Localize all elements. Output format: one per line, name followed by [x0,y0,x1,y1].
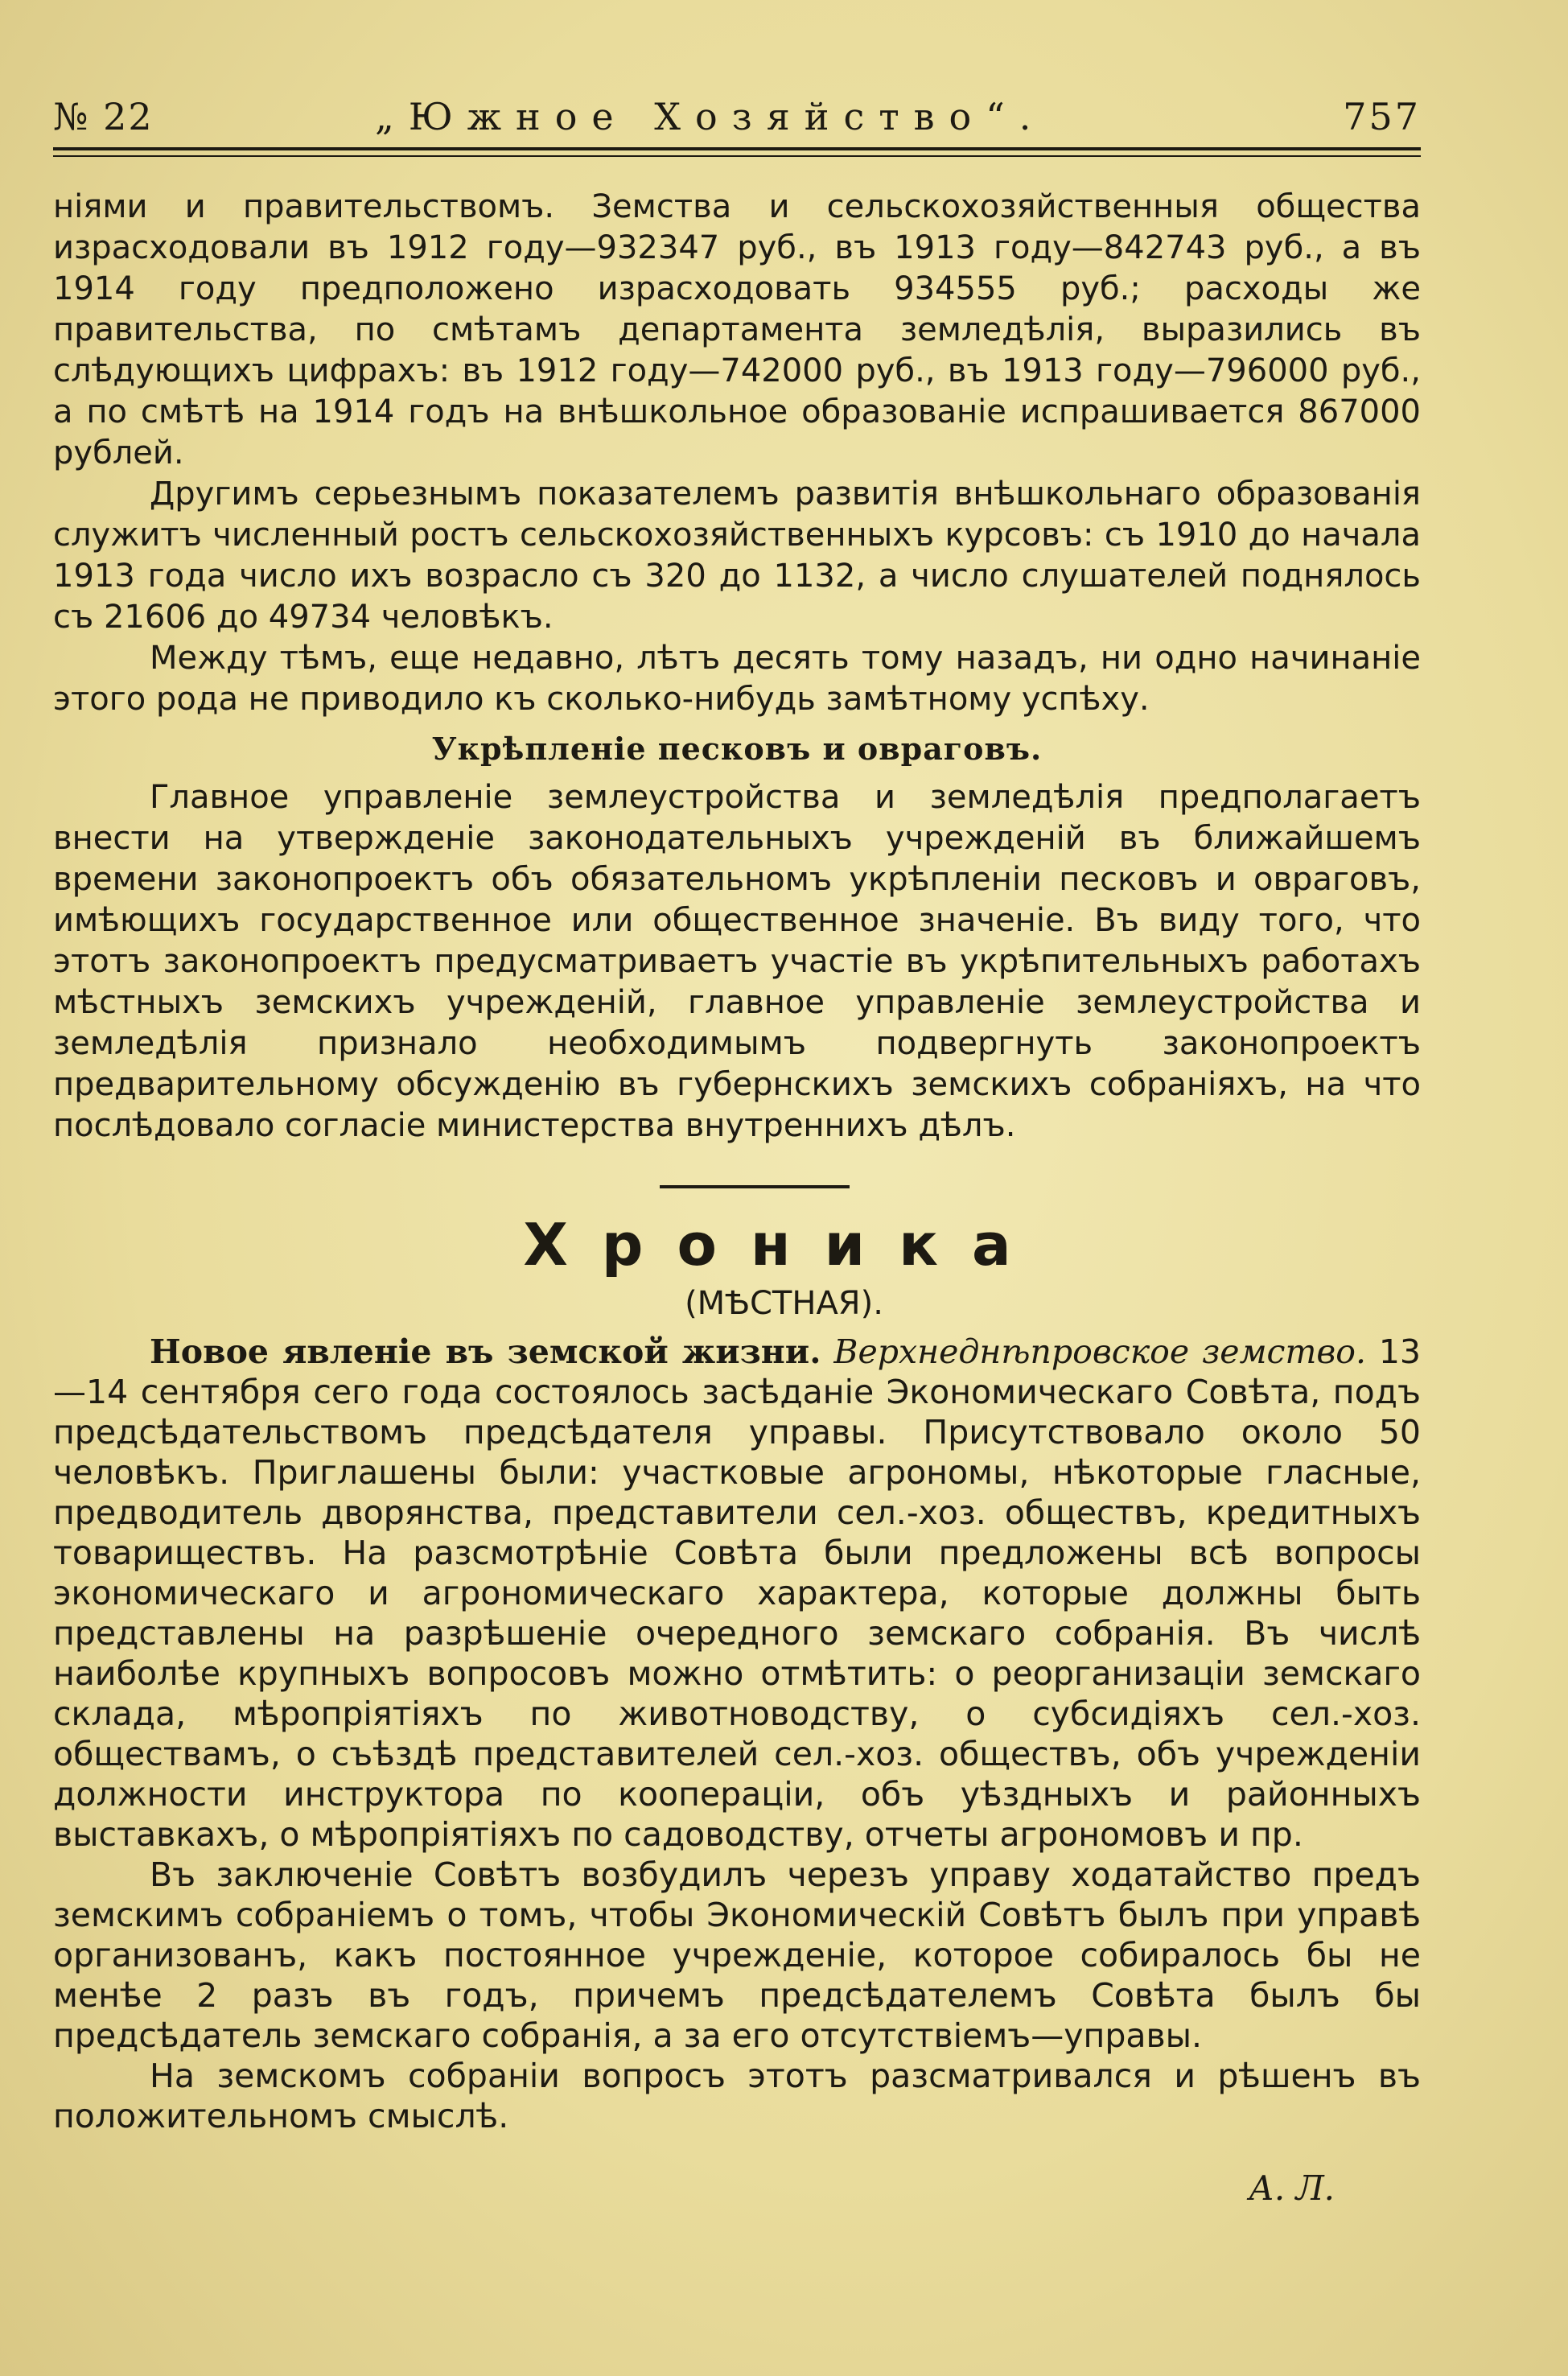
header-rule [53,147,1421,150]
paragraph [53,1332,1421,1855]
chronicle-heading: Хроника [523,1211,1045,1279]
paragraph-text: 13—14 сентября сего года состоялось засѣданіе Экономическаго Совѣта, подъ предсѣдательствомъ предсѣдателя управы. Присутствовало около 50 человѣкъ. Приглашены были: участковые агрономы, нѣкоторые гласные, предводитель дворянства, представители сел.-хоз. обществъ, кредитныхъ товариществъ. На разсмотрѣніе Совѣта были предложены всѣ вопросы экономическаго и агрономическаго характера, которые должны быть представлены на разрѣшеніе очередного земскаго собранія. Въ числѣ наиболѣе крупныхъ вопросовъ можно отмѣтить: о реорганизаціи земскаго склада, мѣропріятіяхъ по животноводству, о субсидіяхъ сел.-хоз. обществамъ, о съѣздѣ представителей сел.-хоз. обществъ, объ учрежденіи должности инструктора по коопераціи, объ уѣздныхъ и районныхъ выставкахъ, о мѣропріятіяхъ по садоводству, отчеты агрономовъ и пр. [53,1332,1421,1854]
paragraph: Въ заключеніе Совѣтъ возбудилъ черезъ управу ходатайство предъ земскимъ собраніемъ о томъ, чтобы Экономическій Совѣтъ былъ при управѣ организованъ, какъ постоянное учрежденіе, которое собиралось бы не менѣе 2 разъ въ годъ, причемъ предсѣдателемъ Совѣта былъ бы предсѣдатель земскаго собранія, а за его отсутствіемъ—управы. [53,1855,1421,2055]
article-lead-place: Верхнеднѣпровское земство. [833,1332,1366,1371]
page-number: 757 [1343,95,1421,138]
section-heading: Укрѣпленіе песковъ и овраговъ. [431,731,1043,767]
section-divider [660,1185,850,1188]
issue-number: № 22 [53,95,154,138]
article-continuation [53,187,1421,1147]
article-lead-title: Новое явленіе въ земской жизни. [150,1332,821,1371]
paragraph: ніями и правительствомъ. Земства и сельскохозяйственныя общества израсходовали въ 1912 году—932347 руб., въ 1913 году—842743 руб., а въ 1914 году предположено израсходовать 934555 руб.; расходы же правительства, по смѣтамъ департамента земледѣлія, выразились въ слѣдующихъ цифрахъ: въ 1912 году—742000 руб., въ 1913 году—796000 руб., а по смѣтѣ на 1914 годъ на внѣшкольное образованіе испрашивается 867000 рублей. [53,188,1421,471]
paragraph: На земскомъ собраніи вопросъ этотъ разсматривался и рѣшенъ въ положительномъ смыслѣ. [53,2057,1421,2135]
chronicle-article [53,1332,1421,2136]
paragraph: Другимъ серьезнымъ показателемъ развитія внѣшкольнаго образованія служитъ численный ростъ сельскохозяйственныхъ курсовъ: съ 1910 до начала 1913 года число ихъ возрасло съ 320 до 1132, а число слушателей поднялось съ 21606 до 49734 человѣкъ. [53,476,1421,636]
header-rule-thin [53,155,1421,157]
journal-title: „Южное Хозяйство“. [375,95,1046,138]
page-header [53,95,1421,143]
paragraph: Между тѣмъ, еще недавно, лѣтъ десять тому назадъ, ни одно начинаніе этого рода не приводило къ сколько-нибудь замѣтному успѣху. [53,640,1421,718]
paragraph: Главное управленіе землеустройства и земледѣлія предполагаетъ внести на утвержденіе законодательныхъ учрежденій въ ближайшемъ времени законопроектъ объ обязательномъ укрѣпленіи песковъ и овраговъ, имѣющихъ государственное или общественное значеніе. Въ виду того, что этотъ законопроектъ предусматриваетъ участіе въ укрѣпительныхъ работахъ мѣстныхъ земскихъ учрежденій, главное управленіе землеустройства и земледѣлія признало необходимымъ подвергнуть законопроектъ предварительному обсужденію въ губернскихъ земскихъ собраніяхъ, на что послѣдовало согласіе министерства внутреннихъ дѣлъ. [53,779,1421,1144]
chronicle-subheading: (МѢСТНАЯ). [685,1285,883,1322]
author-signature: А. Л. [1249,2168,1335,2208]
